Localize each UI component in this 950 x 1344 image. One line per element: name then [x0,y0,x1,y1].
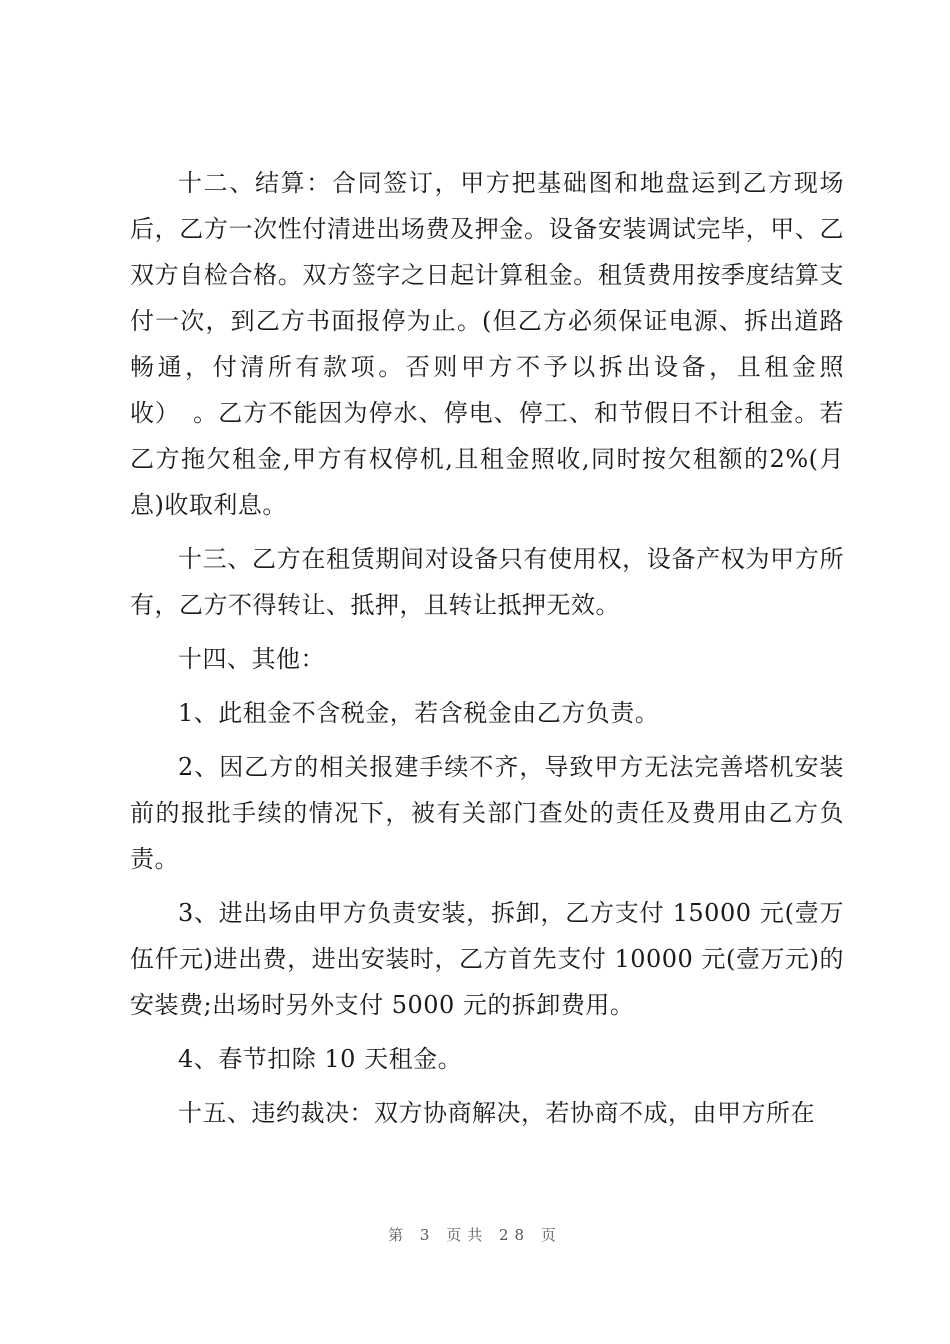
clause-14-item-3: 3、进出场由甲方负责安装，拆卸，乙方支付 15000 元(壹万伍仟元)进出费，进出安装时，乙方首先支付 10000 元(壹万元)的安装费;出场时另外支付 5000 元的拆卸费用。 [130,899,844,1019]
clause-13-ownership: 十三、乙方在租赁期间对设备只有使用权，设备产权为甲方所有，乙方不得转让、抵押，且转让抵押无效。 [130,545,844,619]
clause-14-heading: 十四、其他： [178,645,325,673]
clause-12-settlement: 十二、结算：合同签订，甲方把基础图和地盘运到乙方现场后，乙方一次性付清进出场费及押金。设备安装调试完毕，甲、乙双方自检合格。双方签字之日起计算租金。租赁费用按季度结算支付一次，到乙方书面报停为止。(但乙方必须保证电源、拆出道路畅通，付清所有款项。否则甲方不予以拆出设备，且租金照收） 。乙方不能因为停水、停电、停工、和节假日不计租金。若乙方拖欠租金,甲方有权停机,且租金照收,同时按欠租额的2%(月息)收取利息。 [130,169,844,519]
clause-14-item-2: 2、因乙方的相关报建手续不齐，导致甲方无法完善塔机安装前的报批手续的情况下，被有关部门查处的责任及费用由乙方负责。 [130,753,844,873]
clause-14-item-4: 4、春节扣除 10 天租金。 [178,1045,463,1073]
document-body [130,160,844,1144]
clause-14-item-1: 1、此租金不含税金，若含税金由乙方负责。 [178,699,660,727]
clause-15-dispute: 十五、违约裁决：双方协商解决，若协商不成，由甲方所在 [178,1099,815,1127]
page-number-footer: 第 3 页共 28 页 [388,1226,562,1244]
